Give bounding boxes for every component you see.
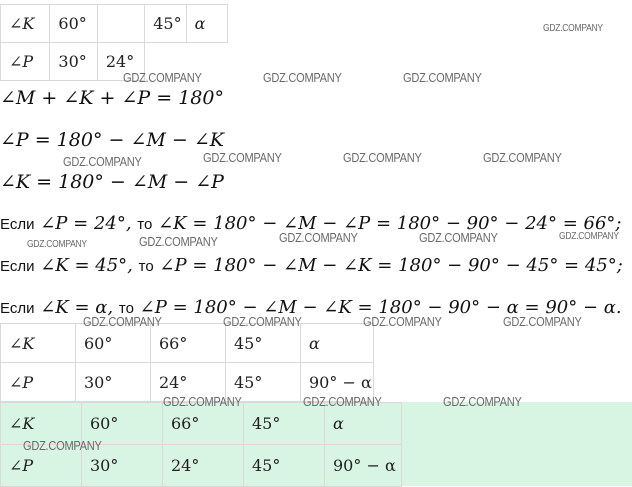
equation-k: ∠K = 180° − ∠M − ∠P <box>0 171 224 193</box>
cell-label-k: ∠K <box>1 403 82 445</box>
equation-p: ∠P = 180° − ∠M − ∠K <box>0 129 224 151</box>
cell-label-p: ∠P <box>1 445 82 487</box>
cell <box>97 5 144 43</box>
if-word: Если <box>0 216 35 233</box>
cell-label-p: ∠P <box>1 363 76 402</box>
then-word: то <box>137 216 153 233</box>
cell: 45° <box>145 5 186 43</box>
watermark: GDZ.COMPANY <box>223 314 302 329</box>
filled-table <box>0 323 374 402</box>
cell: 90° − α <box>301 363 374 402</box>
watermark: GDZ.COMPANY <box>139 234 218 249</box>
watermark: GDZ.COMPANY <box>343 150 422 165</box>
then-word: то <box>118 300 134 317</box>
condition: ∠K = α, <box>40 297 114 318</box>
cell: 30° <box>76 363 151 402</box>
watermark: GDZ.COMPANY <box>419 230 498 245</box>
watermark: GDZ.COMPANY <box>63 154 142 169</box>
watermark: GDZ.COMPANY <box>163 394 242 409</box>
watermark: GDZ.COMPANY <box>403 70 482 85</box>
watermark: GDZ.COMPANY <box>279 230 358 245</box>
if-word: Если <box>0 258 35 275</box>
cell-label-k: ∠K <box>1 5 50 43</box>
cell: 66° <box>163 403 244 445</box>
cell: α <box>325 403 402 445</box>
cell: α <box>186 5 227 43</box>
cell: 45° <box>226 363 301 402</box>
cell: 30° <box>50 43 97 81</box>
cell: 60° <box>76 324 151 363</box>
result: ∠K = 180° − ∠M − ∠P = 180° − 90° − 24° = 66°; <box>158 213 622 234</box>
cell: 45° <box>226 324 301 363</box>
watermark: GDZ.COMPANY <box>263 70 342 85</box>
cell: 24° <box>163 445 244 487</box>
watermark: GDZ.COMPANY <box>27 239 87 250</box>
watermark: GDZ.COMPANY <box>303 394 382 409</box>
condition: ∠P = 24°, <box>40 213 132 234</box>
watermark: GDZ.COMPANY <box>23 438 102 453</box>
watermark: GDZ.COMPANY <box>203 150 282 165</box>
cell: 60° <box>50 5 97 43</box>
watermark: GDZ.COMPANY <box>443 394 522 409</box>
cell: 30° <box>82 445 163 487</box>
cell: 24° <box>151 363 226 402</box>
condition: ∠K = 45°, <box>40 255 133 276</box>
cell: 90° − α <box>325 445 402 487</box>
watermark: GDZ.COMPANY <box>503 314 582 329</box>
watermark: GDZ.COMPANY <box>83 314 162 329</box>
cell: 60° <box>82 403 163 445</box>
case-k45 <box>0 255 623 276</box>
cell: 45° <box>244 445 325 487</box>
result: ∠P = 180° − ∠M − ∠K = 180° − 90° − 45° = 45°; <box>159 255 623 276</box>
cell-label-p: ∠P <box>1 43 50 81</box>
watermark: GDZ.COMPANY <box>543 23 603 34</box>
watermark: GDZ.COMPANY <box>483 150 562 165</box>
cell: 45° <box>244 403 325 445</box>
cell: 24° <box>97 43 144 81</box>
watermark: GDZ.COMPANY <box>123 70 202 85</box>
if-word: Если <box>0 300 35 317</box>
cell: 66° <box>151 324 226 363</box>
cell: α <box>301 324 374 363</box>
watermark: GDZ.COMPANY <box>559 231 619 242</box>
result: ∠P = 180° − ∠M − ∠K = 180° − 90° − α = 90° − α. <box>139 297 622 318</box>
then-word: то <box>138 258 154 275</box>
equation-sum: ∠M + ∠K + ∠P = 180° <box>0 87 224 109</box>
cell-label-k: ∠K <box>1 324 76 363</box>
watermark: GDZ.COMPANY <box>363 314 442 329</box>
